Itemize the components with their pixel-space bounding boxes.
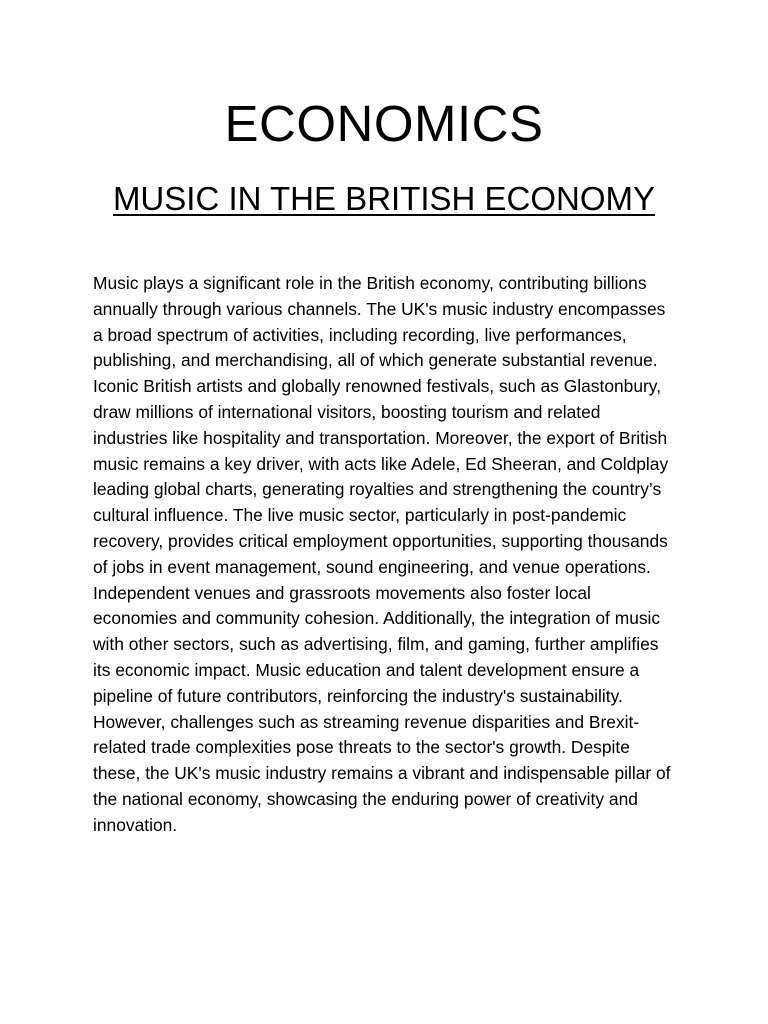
- document-title: ECONOMICS: [224, 95, 544, 152]
- document-subtitle: MUSIC IN THE BRITISH ECONOMY: [112, 180, 656, 217]
- document-subtitle-container: [0, 178, 768, 220]
- document-body-paragraph: Music plays a significant role in the British economy, contributing billions annually through various channels. The UK's music industry encompasses a broad spectrum of activities, including recording, live performances, publishing, and merchandising, all of which generate substantial revenue. Iconic British artists and globally renowned festivals, such as Glastonbury, draw millions of international visitors, boosting tourism and related industries like hospitality and transportation. Moreover, the export of British music remains a key driver, with acts like Adele, Ed Sheeran, and Coldplay leading global charts, generating royalties and strengthening the country’s cultural influence. The live music sector, particularly in post-pandemic recovery, provides critical employment opportunities, supporting thousands of jobs in event management, sound engineering, and venue operations. Independent venues and grassroots movements also foster local economies and community cohesion. Additionally, the integration of music with other sectors, such as advertising, film, and gaming, further amplifies its economic impact. Music education and talent development ensure a pipeline of future contributors, reinforcing the industry's sustainability. However, challenges such as streaming revenue disparities and Brexit-related trade complexities pose threats to the sector's growth. Despite these, the UK's music industry remains a vibrant and indispensable pillar of the national economy, showcasing the enduring power of creativity and innovation.: [93, 273, 671, 835]
